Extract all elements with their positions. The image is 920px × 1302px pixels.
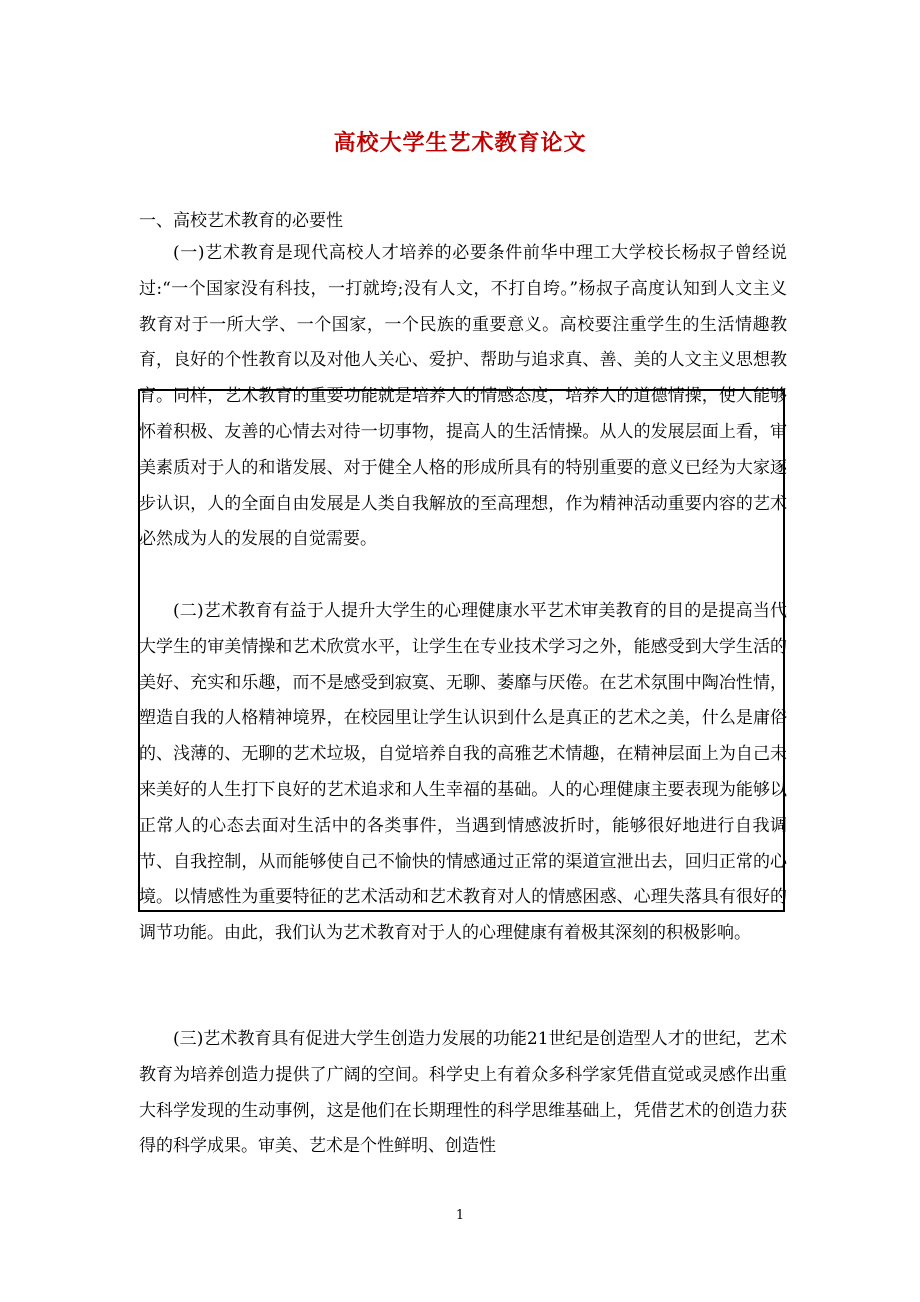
section-heading: 一、高校艺术教育的必要性 [139, 211, 343, 231]
document-title: 高校大学生艺术教育论文 [333, 130, 587, 156]
page-number: 1 [455, 1208, 465, 1223]
paragraph-1: (一)艺术教育是现代高校人才培养的必要条件前华中理工大学校长杨叔子曾经说过:“一个国家没有科技，一打就垮;没有人文，不打自垮。”杨叔子高度认知到人文主义教育对于一所大学、一个国家，一个民族的重要意义。高校要注重学生的生活情趣教育，良好的个性教育以及对他人关心、爱护、帮助与追求真、善、美的人文主义思想教育。同样，艺术教育的重要功能就是培养人的情感态度，培养人的道德情操，使人能够怀着积极、友善的心情去对待一切事物，提高人的生活情操。从人的发展层面上看，审美素质对于人的和谐发展、对于健全人格的形成所具有的特别重要的意义已经为大家逐步认识，人的全面自由发展是人类自我解放的至高理想，作为精神活动重要内容的艺术必然成为人的发展的自觉需要。 [139, 243, 787, 550]
paragraph-2: (二)艺术教育有益于人提升大学生的心理健康水平艺术审美教育的目的是提高当代大学生的审美情操和艺术欣赏水平，让学生在专业技术学习之外，能感受到大学生活的美好、充实和乐趣，而不是感受到寂寞、无聊、萎靡与厌倦。在艺术氛围中陶冶性情，塑造自我的人格精神境界，在校园里让学生认识到什么是真正的艺术之美，什么是庸俗的、浅薄的、无聊的艺术垃圾，自觉培养自我的高雅艺术情趣，在精神层面上为自己未来美好的人生打下良好的艺术追求和人生幸福的基础。人的心理健康主要表现为能够以正常人的心态去面对生活中的各类事件，当遇到情感波折时，能够很好地进行自我调节、自我控制，从而能够使自己不愉快的情感通过正常的渠道宣泄出去，回归正常的心境。以情感性为重要特征的艺术活动和艺术教育对人的情感困惑、心理失落具有很好的调节功能。由此，我们认为艺术教育对于人的心理健康有着极其深刻的积极影响。 [139, 601, 787, 944]
paragraph-3: (三)艺术教育具有促进大学生创造力发展的功能21世纪是创造型人才的世纪，艺术教育为培养创造力提供了广阔的空间。科学史上有着众多科学家凭借直觉或灵感作出重大科学发现的生动事例，这是他们在长期理性的科学思维基础上，凭借艺术的创造力获得的科学成果。审美、艺术是个性鲜明、创造性 [139, 1029, 787, 1157]
